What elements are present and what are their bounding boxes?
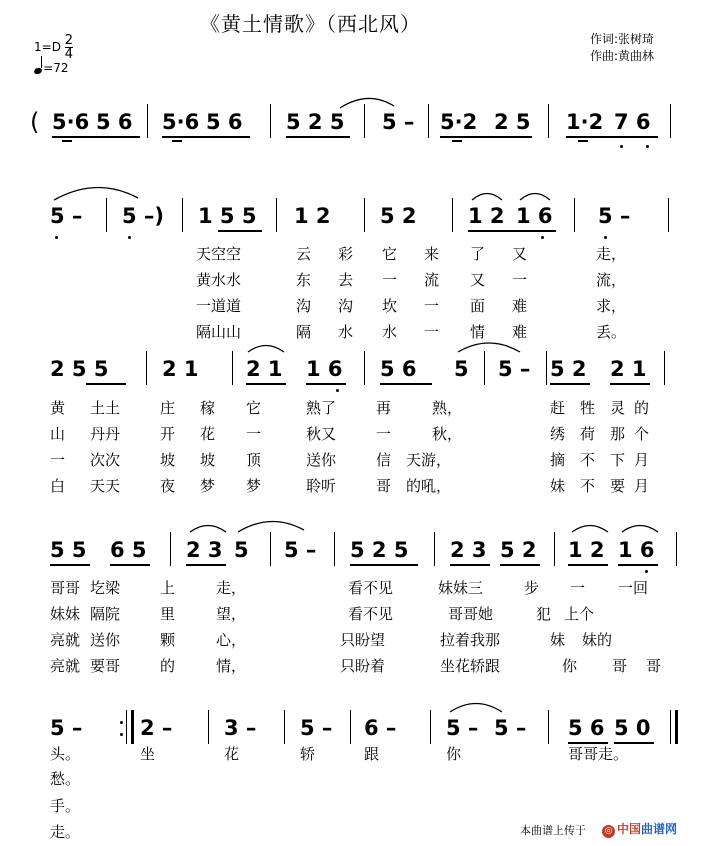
notes: 5 – [382, 110, 415, 134]
barline [146, 351, 147, 385]
notes: 5 2 [380, 204, 417, 228]
notes: 5 2 5 [286, 110, 345, 134]
slur [518, 190, 552, 202]
notes: 5 6 [96, 110, 133, 134]
site-logo-icon: ◎ [602, 825, 615, 838]
notes: 1 2 [568, 538, 605, 562]
notes: 5 – [284, 538, 317, 562]
notes: 5 – [498, 357, 531, 381]
notes: 1 6 [618, 538, 655, 562]
notes: 1 2 [468, 204, 505, 228]
notes: 5 –) [122, 204, 165, 228]
barline [270, 104, 271, 138]
upload-note: 本曲谱上传于 [520, 824, 586, 837]
barline [452, 198, 453, 232]
notes: 5 [454, 357, 469, 381]
barline [554, 532, 555, 566]
notes: 5 2 [550, 357, 587, 381]
slur [448, 700, 504, 714]
notes: 2 5 [494, 110, 531, 134]
barline [350, 710, 351, 744]
score-sheet: 《黄土情歌》（西北风） 作词:张树琦 作曲:黄曲林 1=D $\frac{2}{4}$ =72 ( 5·6 5 6 5·6 5 6 5 2 5 5 – 5·2 2 5 1·2 7 6 5 – 5 –) 1 5 5 1 2 5 2 1 2 1 6 5 – 天空空 云 彩 它 来 了 又 走， 黄水水 东 去 一 流 又 一 流， 一道道 沟 沟 坎 一 面 难 求， 隔山山 隔 水 水 一 情 难 丢。 2 5 5 2 1 2 1 1 6 5 6 5 5 – 5 2 2 1 黄 土土 庄 稼 它 熟了 再 熟， 赶 牲 灵 的 山 丹丹 开 花 一 秋又 一 秋， 绣 荷 那 个 一 次次 坡 坡 顶 送你 信 天游， 摘 不 下 月 白 天天 夜 梦 梦 聆听 哥 的吼， 妹 不 要 月 5 5 6 5 2 3 5 5 – 5 2 5 2 3 5 2 1 2 1 6 哥哥 圪梁 上 走， 看不见 妹妹三 步 一 一回 妹妹 隔院 里 望， 看不见 哥哥她 犯 上个 亮就 送你 颗 心， 只盼望 拉着我那 妹 妹的 亮就 要哥 的 情， 只盼着 坐花轿跟 你 哥 哥 5 – 2 – 3 – 5 – 6 – 5 – 5 – 5 6 5 0 头。 愁。 手。 走。 坐 花 轿 跟 你 哥哥走。 本曲谱上传于 ◎ 中国曲谱网 [0, 0, 710, 846]
key-signature: 1=D $\frac{2}{4}$ [34, 33, 74, 62]
notes: 2 1 [610, 357, 647, 381]
notes: 5 – [446, 716, 479, 740]
notes: 5 – [50, 716, 83, 740]
barline [106, 198, 107, 232]
notes: 3 – [224, 716, 257, 740]
tempo-marking: =72 [34, 60, 69, 75]
barline [670, 104, 671, 138]
notes: 5·6 [162, 110, 200, 134]
slur [52, 184, 142, 202]
barline [430, 710, 431, 744]
slur [188, 522, 228, 534]
notes: 5 6 [568, 716, 605, 740]
notes: 5 – [598, 204, 631, 228]
notes: 5 2 5 [350, 538, 409, 562]
slur [570, 522, 610, 534]
notes: 5 0 [614, 716, 651, 740]
notes: 5 5 [50, 538, 87, 562]
notes: 1 6 [306, 357, 343, 381]
barline [364, 351, 365, 385]
slur [620, 522, 660, 534]
open-paren: ( [30, 108, 40, 136]
repeat-barline [131, 710, 134, 744]
slur [236, 518, 306, 534]
notes: 5 – [494, 716, 527, 740]
barline [484, 351, 485, 385]
notes: 6 – [364, 716, 397, 740]
notes: 2 1 [246, 357, 283, 381]
site-logo: ◎ 中国曲谱网 [602, 820, 677, 838]
notes: 6 5 [110, 538, 147, 562]
barline [546, 351, 547, 385]
barline [364, 198, 365, 232]
barline [548, 710, 549, 744]
final-barline [670, 710, 671, 744]
barline [276, 198, 277, 232]
barline [548, 104, 549, 138]
notes: 5 2 [500, 538, 537, 562]
song-title: 《黄土情歌》（西北风） [200, 12, 421, 36]
barline [668, 198, 669, 232]
slur [456, 340, 522, 354]
lyricist-credit: 作词:张树琦 [590, 32, 655, 46]
slur [338, 96, 398, 110]
composer-credit: 作曲:黄曲林 [590, 49, 655, 63]
barline [147, 104, 148, 138]
notes: 5·6 [52, 110, 90, 134]
barline [182, 198, 183, 232]
notes: 2 1 [162, 357, 199, 381]
notes: 1 5 5 [198, 204, 257, 228]
barline [232, 351, 233, 385]
slur [246, 342, 286, 354]
repeat-dot [120, 733, 123, 736]
barline [434, 532, 435, 566]
notes: 2 – [140, 716, 173, 740]
notes: 5 – [50, 204, 83, 228]
notes: 7 6 [614, 110, 651, 134]
notes: 5 [234, 538, 249, 562]
notes: 1 2 [294, 204, 331, 228]
barline [676, 532, 677, 566]
notes: 1·2 [566, 110, 604, 134]
barline [334, 532, 335, 566]
notes: 5 6 [380, 357, 417, 381]
notes: 5 – [300, 716, 333, 740]
barline [428, 104, 429, 138]
barline [574, 198, 575, 232]
repeat-dot [120, 721, 123, 724]
quarter-note-icon [33, 67, 43, 75]
notes: 2 3 [450, 538, 487, 562]
notes: 1 6 [516, 204, 553, 228]
repeat-barline [126, 710, 127, 744]
barline [208, 710, 209, 744]
notes: 2 3 [186, 538, 223, 562]
barline [664, 351, 665, 385]
barline [170, 532, 171, 566]
barline [270, 532, 271, 566]
notes: 2 5 5 [50, 357, 109, 381]
slur [470, 190, 504, 202]
final-barline [675, 710, 678, 744]
barline [284, 710, 285, 744]
notes: 5 6 [206, 110, 243, 134]
time-signature: $\frac{2}{4}$ [64, 33, 74, 62]
notes: 5·2 [440, 110, 478, 134]
